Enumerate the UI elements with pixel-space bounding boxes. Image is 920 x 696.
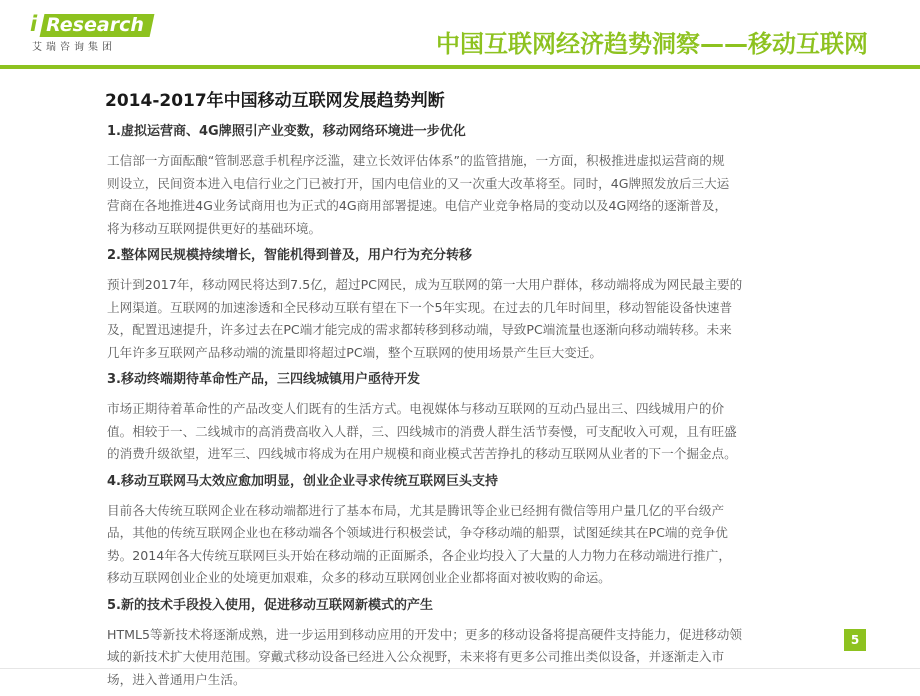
body-line: 则设立，民间资本进入电信行业之门已被打开，国内电信业的又一次重大改革将至。同时，4G牌照发放后三大运 — [107, 175, 730, 191]
body-line: 场，进入普通用户生活。 — [107, 671, 246, 687]
section-heading: 2.整体网民规模持续增长，智能机得到普及，用户行为充分转移 — [107, 248, 472, 263]
body-line: 目前各大传统互联网企业在移动端都进行了基本布局，尤其是腾讯等企业已经拥有微信等用户量几亿的平台级产 — [107, 502, 725, 518]
body-line: 势。2014年各大传统互联网巨头开始在移动端的正面厮杀，各企业均投入了大量的人力物力在移动端进行推广， — [107, 547, 731, 563]
logo-subtitle: 艾瑞咨询集团 — [32, 42, 116, 53]
footer-divider — [0, 668, 920, 669]
iresearch-logo — [30, 10, 155, 53]
logo-i-letter: i — [30, 12, 38, 36]
body-line: 预计到2017年，移动网民将达到7.5亿，超过PC网民，成为互联网的第一大用户群体，移动端将成为网民最主要的 — [107, 277, 743, 292]
section-heading: 1.虚拟运营商、4G牌照引产业变数，移动网络环境进一步优化 — [107, 124, 466, 139]
body-line: 及，配置迅速提升，许多过去在PC端才能完成的需求都转移到移动端，导致PC端流量也逐渐向移动端转移。未来 — [107, 322, 732, 337]
section-body — [107, 398, 823, 466]
main-content — [107, 90, 823, 696]
header-title: 中国互联网经济趋势洞察——移动互联网 — [436, 30, 868, 58]
body-line: 将为移动互联网提供更好的基础环境。 — [107, 220, 322, 236]
section-body — [107, 150, 823, 240]
logo-badge — [40, 14, 155, 37]
page-title: 2014-2017年中国移动互联网发展趋势判断 — [105, 91, 445, 111]
section-4 — [107, 472, 823, 590]
body-line: 值。相较于一、二线城市的高消费高收入人群，三、四线城市的消费人群生活节奏慢，可支配收入可观，且有旺盛 — [107, 423, 737, 439]
section-heading: 4.移动互联网马太效应愈加明显，创业企业寻求传统互联网巨头支持 — [107, 473, 498, 489]
section-1 — [107, 122, 823, 240]
section-2 — [107, 246, 823, 364]
body-line: 域的新技术扩大使用范围。穿戴式移动设备已经进入公众视野，未来将有更多公司推出类似设备，并逐渐走入市 — [107, 649, 725, 664]
body-line: 几年许多互联网产品移动端的流量即将超过PC端，整个互联网的使用场景产生巨大变迁。 — [107, 344, 602, 360]
section-body — [107, 500, 823, 590]
body-line: 工信部一方面酝酿“管制恶意手机程序泛滥，建立长效评估体系”的监管措施，一方面，积极推进虚拟运营商的规 — [107, 153, 725, 168]
body-line: 品，其他的传统互联网企业也在移动端各个领域进行积极尝试，争夺移动端的船票，试图延续其在PC端的竞争优 — [107, 525, 728, 540]
body-line: 市场正期待着革命性的产品改变人们既有的生活方式。电视媒体与移动互联网的互动凸显出三、四线城用户的价 — [107, 401, 725, 416]
section-body — [107, 274, 823, 364]
body-line: 的消费升级欲望，进军三、四线城市将成为在用户规模和商业模式苦苦挣扎的移动互联网从业者的下一个掘金点。 — [107, 446, 737, 461]
body-line: HTML5等新技术将逐渐成熟，进一步运用到移动应用的开发中；更多的移动设备将提高硬件支持能力，促进移动领 — [107, 626, 742, 642]
body-line: 移动互联网创业企业的处境更加艰难，众多的移动互联网创业企业都将面对被收购的命运。 — [107, 570, 611, 585]
body-line: 营商在各地推进4G业务试商用也为正式的4G商用部署提速。电信产业竞争格局的变动以及4G网络的逐渐普及， — [107, 198, 728, 213]
page-number-badge: 5 — [844, 629, 866, 651]
section-3 — [107, 370, 823, 466]
body-line: 上网渠道。互联网的加速渗透和全民移动互联有望在下一个5年实现。在过去的几年时间里，移动智能设备快速普 — [107, 299, 733, 315]
section-heading: 3.移动终端期待革命性产品，三四线城镇用户亟待开发 — [107, 372, 420, 387]
section-body — [107, 624, 823, 692]
logo-name: Research — [46, 14, 144, 36]
section-heading: 5.新的技术手段投入使用，促进移动互联网新模式的产生 — [107, 597, 433, 613]
header-divider — [0, 65, 920, 69]
section-5 — [107, 596, 823, 692]
